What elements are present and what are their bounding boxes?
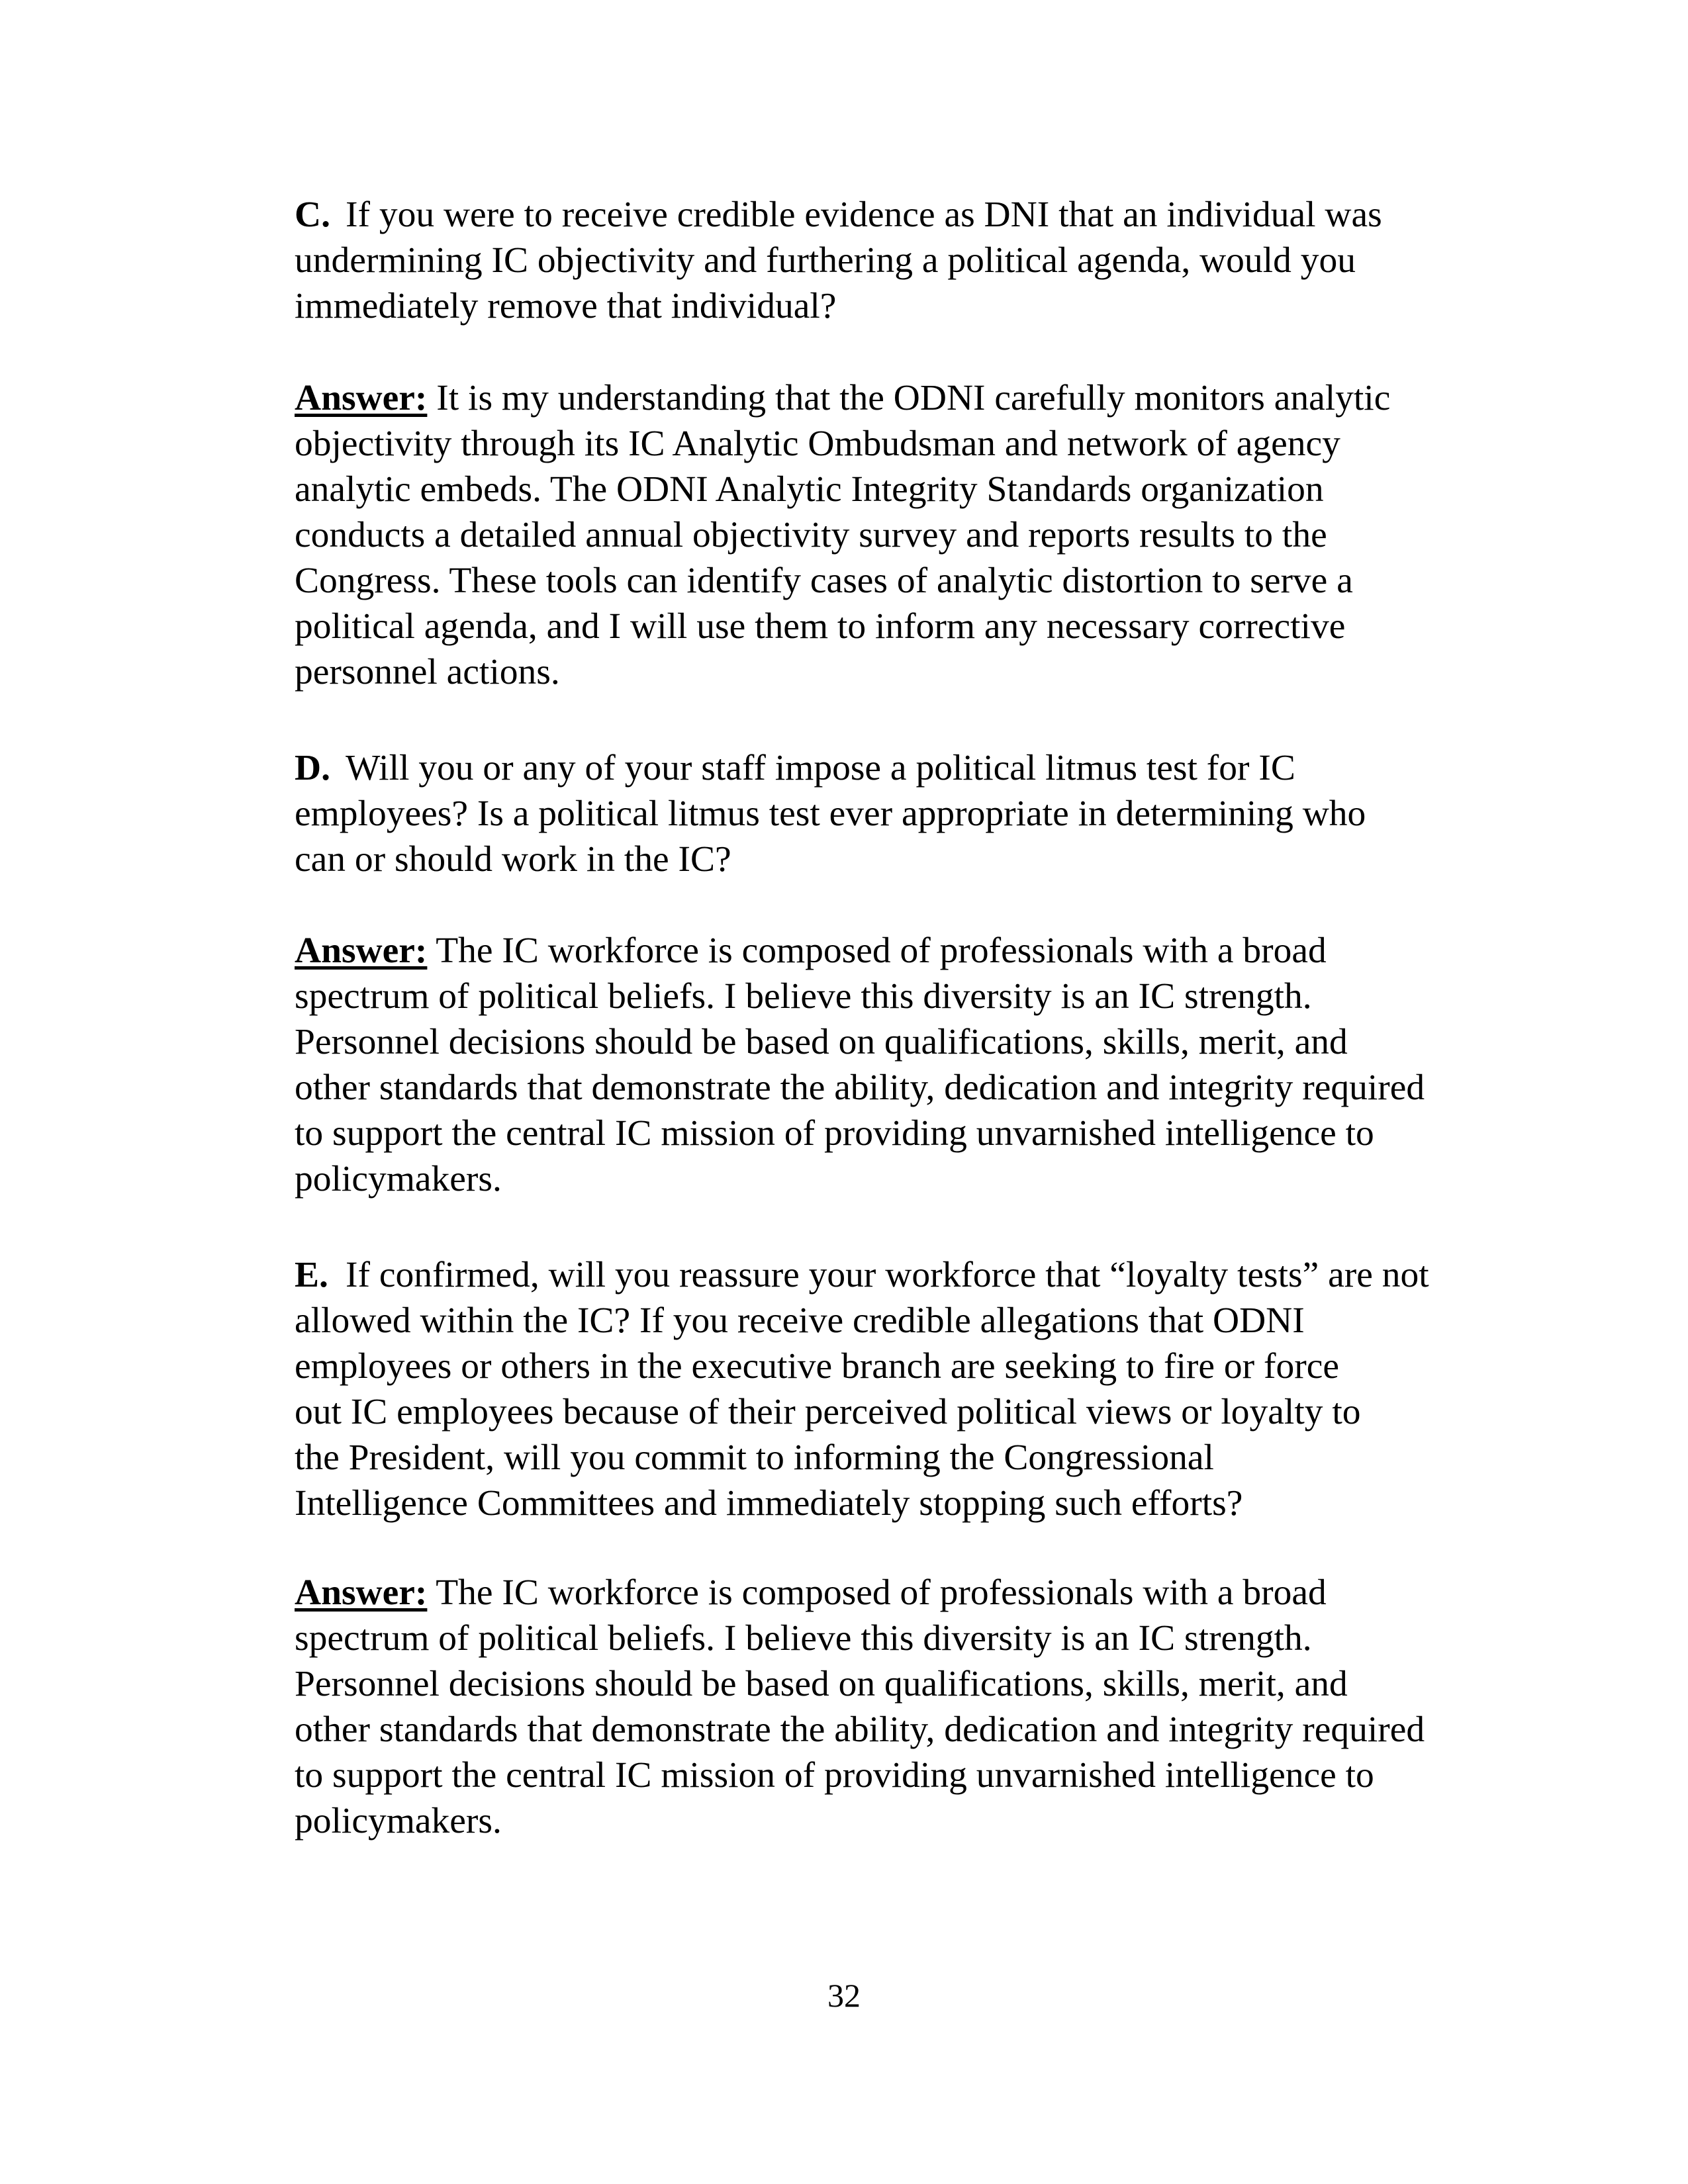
answer-text-line: The IC workforce is composed of professionals with a broad — [427, 1572, 1327, 1613]
question-e — [295, 1252, 1537, 1526]
answer-text-line: political agenda, and I will use them to inform any necessary corrective — [295, 606, 1346, 647]
question-text-line: can or should work in the IC? — [295, 839, 731, 880]
question-text-line: If confirmed, will you reassure your workforce that “loyalty tests” are not — [346, 1255, 1429, 1295]
answer-d — [295, 928, 1486, 1202]
question-text-line: out IC employees because of their perceived political views or loyalty to — [295, 1392, 1361, 1432]
answer-text-line: spectrum of political beliefs. I believe this diversity is an IC strength. — [295, 976, 1312, 1017]
question-letter: D. — [295, 748, 330, 788]
answer-text-line: Congress. These tools can identify cases of analytic distortion to serve a — [295, 561, 1353, 601]
question-letter: E. — [295, 1255, 328, 1295]
question-d — [295, 745, 1537, 882]
answer-text-line: It is my understanding that the ODNI carefully monitors analytic — [427, 378, 1391, 418]
question-text-line: employees? Is a political litmus test ever appropriate in determining who — [295, 794, 1366, 834]
question-text-line: allowed within the IC? If you receive credible allegations that ODNI — [295, 1300, 1305, 1341]
answer-text-line: to support the central IC mission of providing unvarnished intelligence to — [295, 1113, 1374, 1154]
answer-text-line: other standards that demonstrate the ability, dedication and integrity required — [295, 1709, 1425, 1750]
question-text-line: immediately remove that individual? — [295, 286, 837, 326]
answer-text-line: conducts a detailed annual objectivity survey and reports results to the — [295, 515, 1327, 555]
question-text-line: Intelligence Committees and immediately stopping such efforts? — [295, 1483, 1243, 1524]
answer-text-line: Personnel decisions should be based on qualifications, skills, merit, and — [295, 1022, 1348, 1062]
question-letter: C. — [295, 195, 330, 235]
answer-c — [295, 375, 1486, 695]
question-text-line: If you were to receive credible evidence as DNI that an individual was — [346, 195, 1382, 235]
question-c — [295, 192, 1537, 329]
question-text-line: undermining IC objectivity and furthering a political agenda, would you — [295, 240, 1356, 281]
answer-text-line: policymakers. — [295, 1159, 502, 1199]
answer-text-line: objectivity through its IC Analytic Ombudsman and network of agency — [295, 424, 1340, 464]
question-text-line: the President, will you commit to informing the Congressional — [295, 1437, 1214, 1478]
answer-text-line: The IC workforce is composed of professionals with a broad — [427, 931, 1327, 971]
answer-text-line: spectrum of political beliefs. I believe this diversity is an IC strength. — [295, 1618, 1312, 1659]
answer-e — [295, 1570, 1486, 1844]
answer-text-line: to support the central IC mission of providing unvarnished intelligence to — [295, 1755, 1374, 1796]
question-text-line: Will you or any of your staff impose a political litmus test for IC — [346, 748, 1295, 788]
question-text-line: employees or others in the executive branch are seeking to fire or force — [295, 1346, 1339, 1387]
answer-label: Answer: — [295, 1572, 428, 1613]
page-number: 32 — [827, 1977, 861, 2014]
answer-text-line: policymakers. — [295, 1801, 502, 1841]
answer-text-line: personnel actions. — [295, 652, 560, 692]
answer-label: Answer: — [295, 931, 428, 971]
answer-text-line: other standards that demonstrate the ability, dedication and integrity required — [295, 1068, 1425, 1108]
answer-text-line: Personnel decisions should be based on qualifications, skills, merit, and — [295, 1664, 1348, 1704]
answer-label: Answer: — [295, 378, 428, 418]
answer-text-line: analytic embeds. The ODNI Analytic Integrity Standards organization — [295, 469, 1324, 510]
